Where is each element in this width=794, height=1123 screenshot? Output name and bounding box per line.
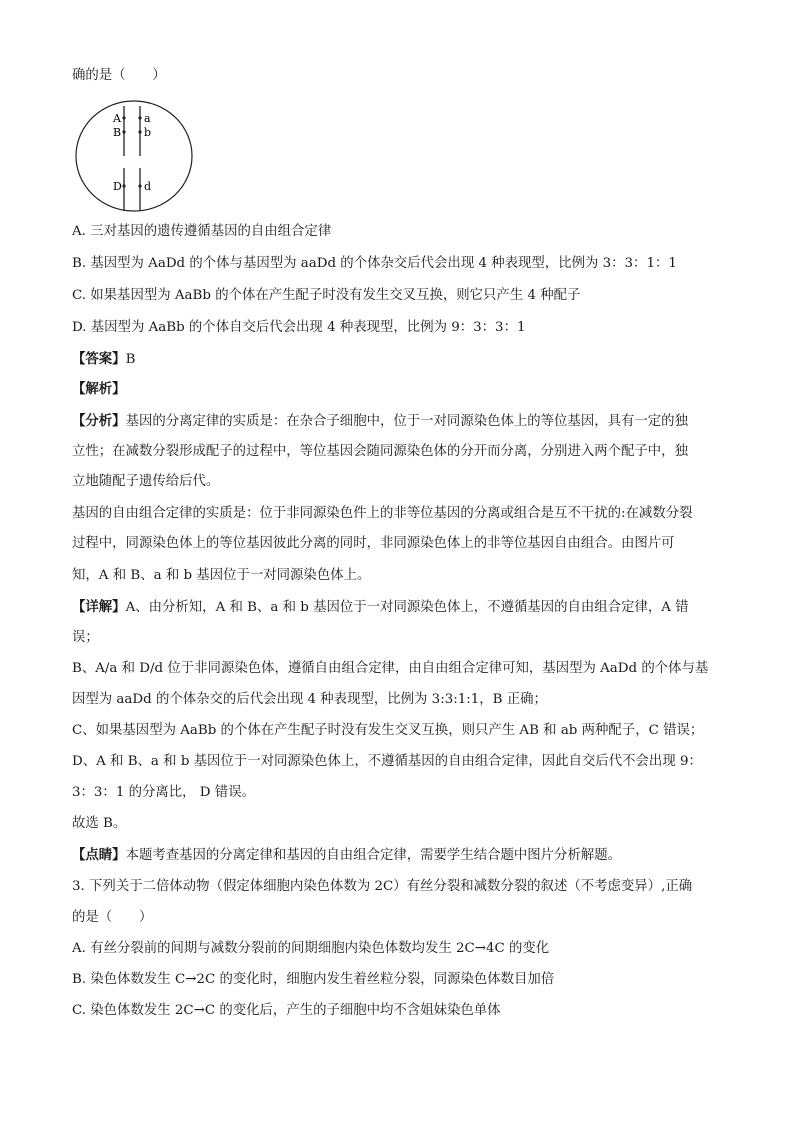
question-3-stem-1: 3. 下列关于二倍体动物（假定体细胞内染色体数为 2C）有丝分裂和减数分裂的叙述（不考虑变异）,正确 [72, 879, 693, 894]
dianjing-tag: 【点睛】 [72, 847, 126, 863]
dianjing-line: 【点睛】本题考查基因的分离定律和基因的自由组合定律，需要学生结合题中图片分析解题。 [72, 847, 622, 863]
label-b: b [144, 126, 152, 139]
label-A: A [113, 112, 121, 125]
label-a: a [144, 112, 151, 125]
xiangjie-tag: 【详解】 [72, 599, 126, 615]
xiangjie-line-1: 【详解】A、由分析知，A 和 B、a 和 b 基因位于一对同源染色体上，不遵循基因的自由组合定律，A 错 [72, 599, 689, 615]
label-d: d [144, 180, 152, 193]
xiangjie-line-7: 3：3：1 的分离比， D 错误。 [72, 785, 255, 800]
q2-option-a: A. 三对基因的遗传遵循基因的自由组合定律 [72, 224, 332, 239]
answer-tag: 【答案】 [72, 351, 126, 367]
label-D: D [113, 180, 122, 193]
xiangjie-line-2: 误； [72, 630, 99, 645]
xiangjie-line-6: D、A 和 B、a 和 b 基因位于一对同源染色体上，不遵循基因的自由组合定律，因此自交后代不会出现 9： [72, 754, 702, 769]
q3-option-c: C. 染色体数发生 2C→C 的变化后，产生的子细胞中均不含姐妹染色单体 [72, 1003, 501, 1018]
xiangjie-line-3: B、A/a 和 D/d 位于非同源染色体，遵循自由组合定律，由自由组合定律可知，基因型为 AaDd 的个体与基 [72, 661, 709, 676]
fenxi-line-1: 【分析】基因的分离定律的实质是：在杂合子细胞中，位于一对同源染色体上的等位基因，具有一定的独 [72, 413, 688, 429]
xiangjie-line-8: 故选 B。 [72, 816, 127, 831]
fenxi-line-4: 基因的自由组合定律的实质是：位于非同源染色件上的非等位基因的分离或组合是互不干扰的:在减数分裂 [72, 506, 693, 521]
chromosome-figure [72, 98, 196, 216]
fenxi-line-6: 知，A 和 B、a 和 b 基因位于一对同源染色体上。 [72, 568, 371, 583]
question-2-stem-tail: 确的是（ ） [72, 68, 166, 83]
cell-membrane [76, 101, 192, 211]
fenxi-line-2: 立性；在减数分裂形成配子的过程中，等位基因会随同源染色体的分开而分离，分别进入两个配子中，独 [72, 444, 688, 459]
locus-A-dot [122, 116, 125, 119]
q3-option-b: B. 染色体数发生 C→2C 的变化时，细胞内发生着丝粒分裂，同源染色体数目加倍 [72, 972, 555, 987]
analysis-tag: 【解析】 [72, 381, 126, 397]
fenxi-tag: 【分析】 [72, 413, 126, 429]
xiangjie-line-4: 因型为 aaDd 的个体杂交的后代会出现 4 种表现型，比例为 3:3:1:1，B 正确； [72, 692, 547, 707]
label-B: B [113, 126, 122, 139]
locus-D-dot [122, 184, 125, 187]
q2-option-b: B. 基因型为 AaDd 的个体与基因型为 aaDd 的个体杂交后代会出现 4 种表现型，比例为 3：3：1：1 [72, 256, 677, 271]
q2-option-c: C. 如果基因型为 AaBb 的个体在产生配子时没有发生交叉互换，则它只产生 4 种配子 [72, 288, 581, 303]
locus-B-dot [122, 130, 125, 133]
answer-line [72, 349, 722, 370]
xiangjie-line-5: C、如果基因型为 AaBb 的个体在产生配子时没有发生交叉互换，则只产生 AB 和 ab 两种配子，C 错误； [72, 723, 704, 738]
q2-option-d: D. 基因型为 AaBb 的个体自交后代会出现 4 种表现型，比例为 9：3：3：1 [72, 320, 526, 335]
answer-text: B [125, 352, 136, 367]
fenxi-line-3: 立地随配子遗传给后代。 [72, 474, 220, 489]
locus-b-dot [138, 130, 141, 133]
q3-option-a: A. 有丝分裂前的间期与减数分裂前的间期细胞内染色体数均发生 2C→4C 的变化 [72, 941, 550, 956]
locus-d-dot [138, 184, 141, 187]
fenxi-line-5: 过程中，同源染色体上的等位基因彼此分离的同时，非同源染色体上的非等位基因自由组合。由图片可 [72, 536, 675, 551]
question-3-stem-2: 的是（ ） [72, 910, 153, 925]
locus-a-dot [138, 116, 141, 119]
